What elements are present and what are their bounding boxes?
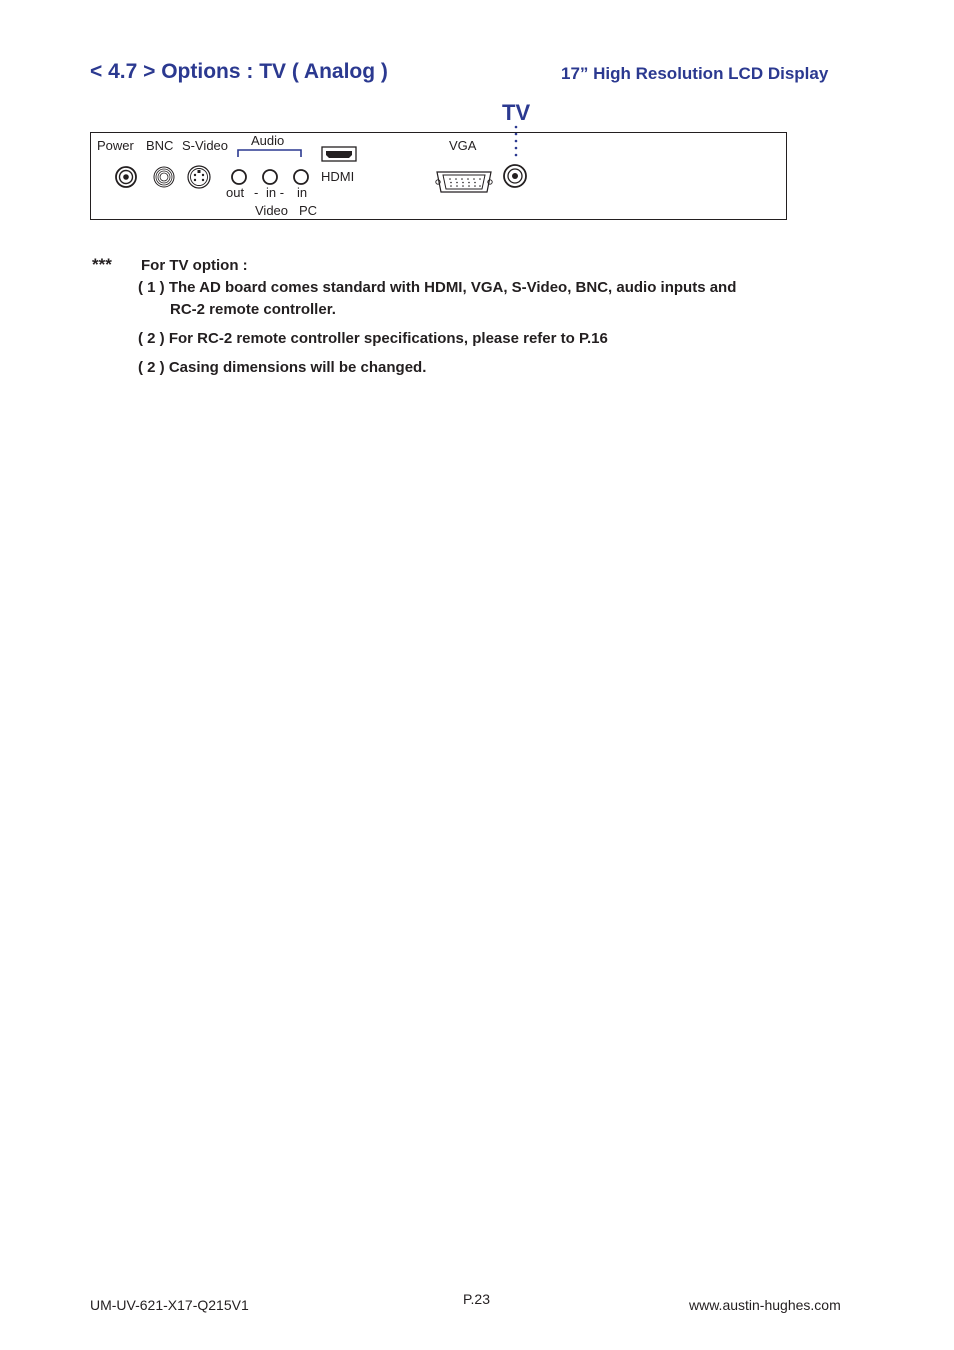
audio-jack-icon: [261, 168, 279, 186]
hdmi-label: HDMI: [321, 169, 355, 184]
page-title: < 4.7 > Options : TV ( Analog ): [90, 60, 388, 83]
page-number: P.23: [463, 1291, 490, 1307]
audio-out-label: out: [226, 185, 245, 200]
document-id: UM-UV-621-X17-Q215V1: [90, 1297, 249, 1313]
product-name: 17” High Resolution LCD Display: [561, 64, 829, 83]
power-label: Power: [97, 138, 134, 153]
svideo-label: S-Video: [182, 138, 229, 153]
bnc-label: BNC: [146, 138, 174, 153]
audio-in-pc-label: in: [297, 185, 308, 200]
hdmi-port-icon: [321, 145, 357, 163]
note-heading: For TV option :: [141, 257, 248, 274]
vga-port-icon: [434, 166, 494, 196]
tv-option-label: TV: [502, 100, 531, 125]
video-label: Video: [255, 203, 289, 218]
bnc-connector-icon: [152, 165, 176, 189]
power-jack-icon: [114, 165, 138, 189]
audio-bracket: [236, 148, 304, 158]
svideo-connector-icon: [186, 164, 212, 190]
audio-dash-label: -: [254, 185, 259, 200]
audio-in-video-label: in -: [266, 185, 285, 200]
website-link[interactable]: www.austin-hughes.com: [689, 1297, 841, 1313]
audio-label: Audio: [251, 133, 285, 148]
note-item-1: ( 1 ) The AD board comes standard with HDMI, VGA, S-Video, BNC, audio inputs and: [138, 279, 737, 296]
tv-rf-connector-icon: [502, 163, 528, 189]
pc-label: PC: [299, 203, 318, 218]
audio-jack-icon: [292, 168, 310, 186]
note-item-1-continued: RC-2 remote controller.: [170, 301, 336, 318]
vga-label: VGA: [449, 138, 477, 153]
note-item-3: ( 2 ) Casing dimensions will be changed.: [138, 359, 427, 376]
note-asterisks: ***: [92, 255, 112, 274]
audio-jack-icon: [230, 168, 248, 186]
note-item-2: ( 2 ) For RC-2 remote controller specifications, please refer to P.16: [138, 330, 608, 347]
